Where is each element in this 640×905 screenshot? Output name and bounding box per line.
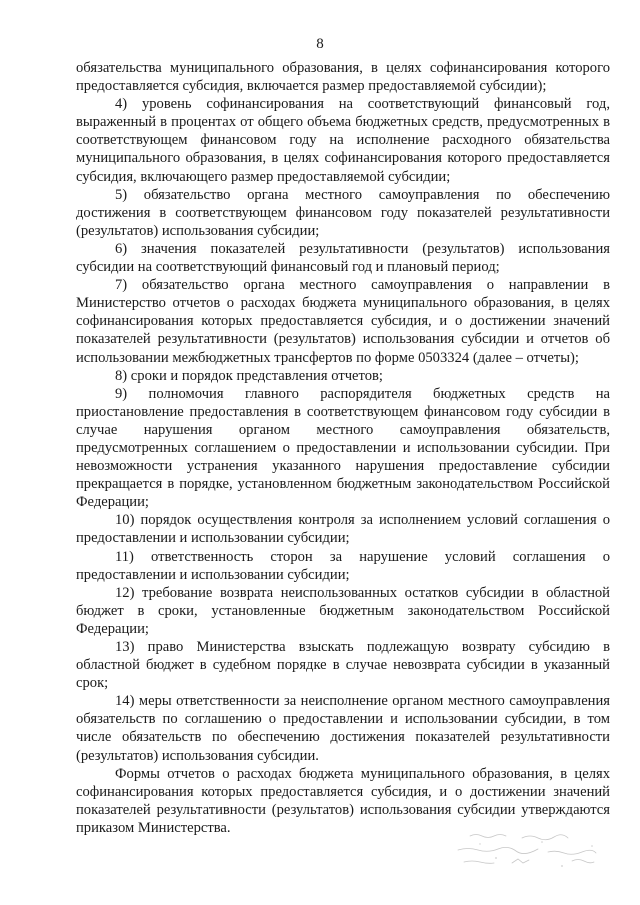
paragraph-item-13: 13) право Министерства взыскать подлежащую возврату субсидию в областной бюджет в судебном порядке в случае невозврата субсидии в указанный срок; xyxy=(76,639,610,692)
paragraph-item-14: 14) меры ответственности за неисполнение органом местного самоуправления обязательств по соглашению о предоставлении и использовании субсидии, в том числе обязательств по обеспечению достижения показателей результативности (результатов) использования субсидии. xyxy=(76,693,610,764)
paragraph-report-forms: Формы отчетов о расходах бюджета муниципального образования, в целях софинансирования которых предоставляется субсидия, и о достижении значений показателей результативности (результатов) использования субсидии утверждаются приказом Министерства. xyxy=(76,765,610,836)
paragraph-item-5: 5) обязательство органа местного самоуправления по обеспечению достижения в соответствующем финансовом году показателей результативности (результатов) использования субсидии; xyxy=(76,186,610,239)
paragraph-item-6: 6) значения показателей результативности (результатов) использования субсидии на соответствующий финансовый год и плановый период; xyxy=(76,240,610,276)
paragraph-item-9: 9) полномочия главного распорядителя бюджетных средств на приостановление предоставления в соответствующем финансовом году субсидии в случае нарушения органом местного самоуправления обязательств, предусмотренных соглашением о предоставлении и использовании субсидии. При невозможности устранения указанного нарушения предоставление субсидии прекращается в порядке, установленном бюджетным законодательством Российской Федерации; xyxy=(76,385,610,511)
faint-stamp-mark xyxy=(452,828,612,870)
paragraph-item-8: 8) сроки и порядок представления отчетов; xyxy=(115,367,383,384)
document-body xyxy=(76,59,610,837)
paragraph-item-11: 11) ответственность сторон за нарушение условий соглашения о предоставлении и использовании субсидии; xyxy=(76,548,610,583)
paragraph-continuation: обязательства муниципального образования, в целях софинансирования которого предоставляется субсидия, включается размер предоставляемой субсидии); xyxy=(76,60,610,95)
paragraph-item-4: 4) уровень софинансирования на соответствующий финансовый год, выраженный в процентах от общего объема бюджетных средств, предусмотренных в соответствующем финансовом году на исполнение расходного обязательства муниципального образования, в целях софинансирования которого предоставляется субсидия, включающего размер предоставляемой субсидии; xyxy=(76,96,610,185)
paragraph-item-10: 10) порядок осуществления контроля за исполнением условий соглашения о предоставлении и использовании субсидии; xyxy=(76,512,610,547)
page-number: 8 xyxy=(316,36,324,52)
paragraph-item-12: 12) требование возврата неиспользованных остатков субсидии в областной бюджет в сроки, установленные бюджетным законодательством Российской Федерации; xyxy=(76,584,610,637)
paragraph-item-7: 7) обязательство органа местного самоуправления о направлении в Министерство отчетов о расходах бюджета муниципального образования, в целях софинансирования которых предоставляется субсидия, и о достижении значений показателей результативности (результатов) использования субсидии и отчетов об использовании межбюджетных трансфертов по форме 0503324 (далее – отчеты); xyxy=(76,277,610,366)
